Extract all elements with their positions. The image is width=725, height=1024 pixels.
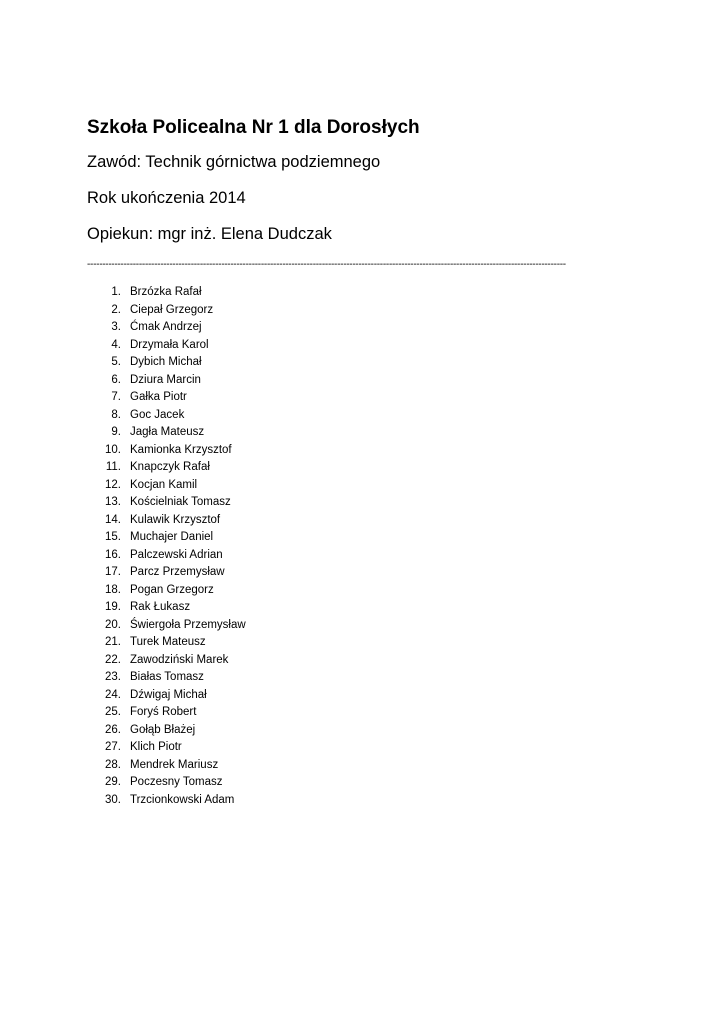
graduation-year-line: Rok ukończenia 2014	[87, 189, 246, 207]
student-name: Trzcionkowski Adam	[130, 793, 235, 806]
list-item	[97, 564, 246, 582]
list-item-number: 18.	[105, 583, 121, 596]
student-name: Kocjan Kamil	[130, 478, 198, 491]
student-name: Brzózka Rafał	[130, 286, 202, 298]
list-item	[97, 547, 246, 565]
student-name: Gałka Piotr	[130, 391, 187, 403]
student-name: Goc Jacek	[130, 408, 185, 421]
list-item-number: 12.	[105, 478, 121, 491]
student-name: Parcz Przemysław	[130, 566, 225, 578]
student-name: Pogan Grzegorz	[130, 583, 214, 596]
list-item	[97, 652, 246, 670]
list-item	[97, 442, 246, 460]
list-item	[97, 389, 246, 407]
student-name: Dybich Michał	[130, 356, 202, 368]
student-name: Zawodziński Marek	[130, 653, 229, 666]
student-name: Rak Łukasz	[130, 601, 191, 613]
list-item-number: 21.	[105, 636, 121, 648]
list-item-number: 16.	[105, 548, 121, 561]
list-item-number: 6.	[111, 373, 121, 386]
student-name: Poczesny Tomasz	[130, 776, 223, 788]
student-name: Ciepał Grzegorz	[130, 303, 214, 316]
student-name: Foryś Robert	[130, 706, 197, 718]
list-item	[97, 512, 246, 530]
student-name: Kościelniak Tomasz	[130, 496, 231, 508]
list-item-number: 2.	[111, 303, 121, 316]
list-item-number: 27.	[105, 741, 121, 753]
profession-line: Zawód: Technik górnictwa podziemnego	[87, 153, 381, 171]
tutor-line: Opiekun: mgr inż. Elena Dudczak	[87, 225, 332, 243]
list-item-number: 1.	[111, 286, 121, 298]
list-item-number: 8.	[111, 408, 121, 421]
student-name: Kamionka Krzysztof	[130, 443, 232, 456]
list-item-number: 4.	[111, 338, 121, 351]
list-item	[97, 687, 246, 705]
list-item	[97, 582, 246, 600]
list-item-number: 19.	[105, 601, 121, 613]
list-item	[97, 354, 246, 372]
list-item-number: 5.	[111, 356, 121, 368]
list-item	[97, 757, 246, 775]
list-item	[97, 634, 246, 652]
list-item-number: 10.	[105, 443, 121, 456]
list-item-number: 30.	[105, 793, 121, 806]
list-item-number: 11.	[105, 461, 121, 473]
list-item	[97, 477, 246, 495]
list-item	[97, 704, 246, 722]
list-item	[97, 407, 246, 425]
student-name: Mendrek Mariusz	[130, 758, 219, 771]
list-item-number: 22.	[105, 653, 121, 666]
student-name: Jagła Mateusz	[130, 426, 205, 438]
list-item	[97, 792, 246, 810]
student-name: Turek Mateusz	[130, 636, 206, 648]
list-item-number: 28.	[105, 758, 121, 771]
student-name: Ćmak Andrzej	[130, 321, 202, 333]
student-list	[97, 284, 246, 809]
list-item	[97, 722, 246, 740]
list-item	[97, 302, 246, 320]
dashed-divider: -------------------------------------------------------------------------------------------------------------------------------------------------------------	[87, 259, 566, 270]
student-name: Drzymała Karol	[130, 338, 209, 351]
list-item	[97, 529, 246, 547]
list-item-number: 17.	[105, 566, 121, 578]
list-item	[97, 284, 246, 302]
student-name: Dźwigaj Michał	[130, 688, 207, 701]
list-item-number: 26.	[105, 723, 121, 736]
student-name: Gołąb Błażej	[130, 723, 196, 736]
list-item	[97, 739, 246, 757]
student-name: Kulawik Krzysztof	[130, 513, 221, 526]
list-item-number: 7.	[111, 391, 121, 403]
page-title: Szkoła Policealna Nr 1 dla Dorosłych	[87, 117, 420, 138]
list-item	[97, 774, 246, 792]
student-name: Palczewski Adrian	[130, 548, 223, 561]
list-item	[97, 372, 246, 390]
list-item	[97, 459, 246, 477]
student-name: Białas Tomasz	[130, 671, 204, 683]
student-name: Klich Piotr	[130, 741, 182, 753]
list-item-number: 15.	[105, 531, 121, 543]
list-item-number: 3.	[111, 321, 121, 333]
list-item	[97, 669, 246, 687]
list-item	[97, 424, 246, 442]
list-item-number: 25.	[105, 706, 121, 718]
student-name: Muchajer Daniel	[130, 531, 214, 543]
document-header	[87, 112, 647, 252]
list-item-number: 23.	[105, 671, 121, 683]
list-item	[97, 599, 246, 617]
student-name: Dziura Marcin	[130, 373, 201, 386]
list-item-number: 13.	[105, 496, 121, 508]
list-item-number: 29.	[105, 776, 121, 788]
student-name: Knapczyk Rafał	[130, 461, 210, 473]
list-item-number: 20.	[105, 618, 121, 631]
list-item	[97, 494, 246, 512]
list-item	[97, 337, 246, 355]
list-item-number: 14.	[105, 513, 121, 526]
list-item-number: 9.	[111, 426, 121, 438]
list-item	[97, 617, 246, 635]
student-name: Świergoła Przemysław	[130, 618, 246, 631]
list-item	[97, 319, 246, 337]
list-item-number: 24.	[105, 688, 121, 701]
